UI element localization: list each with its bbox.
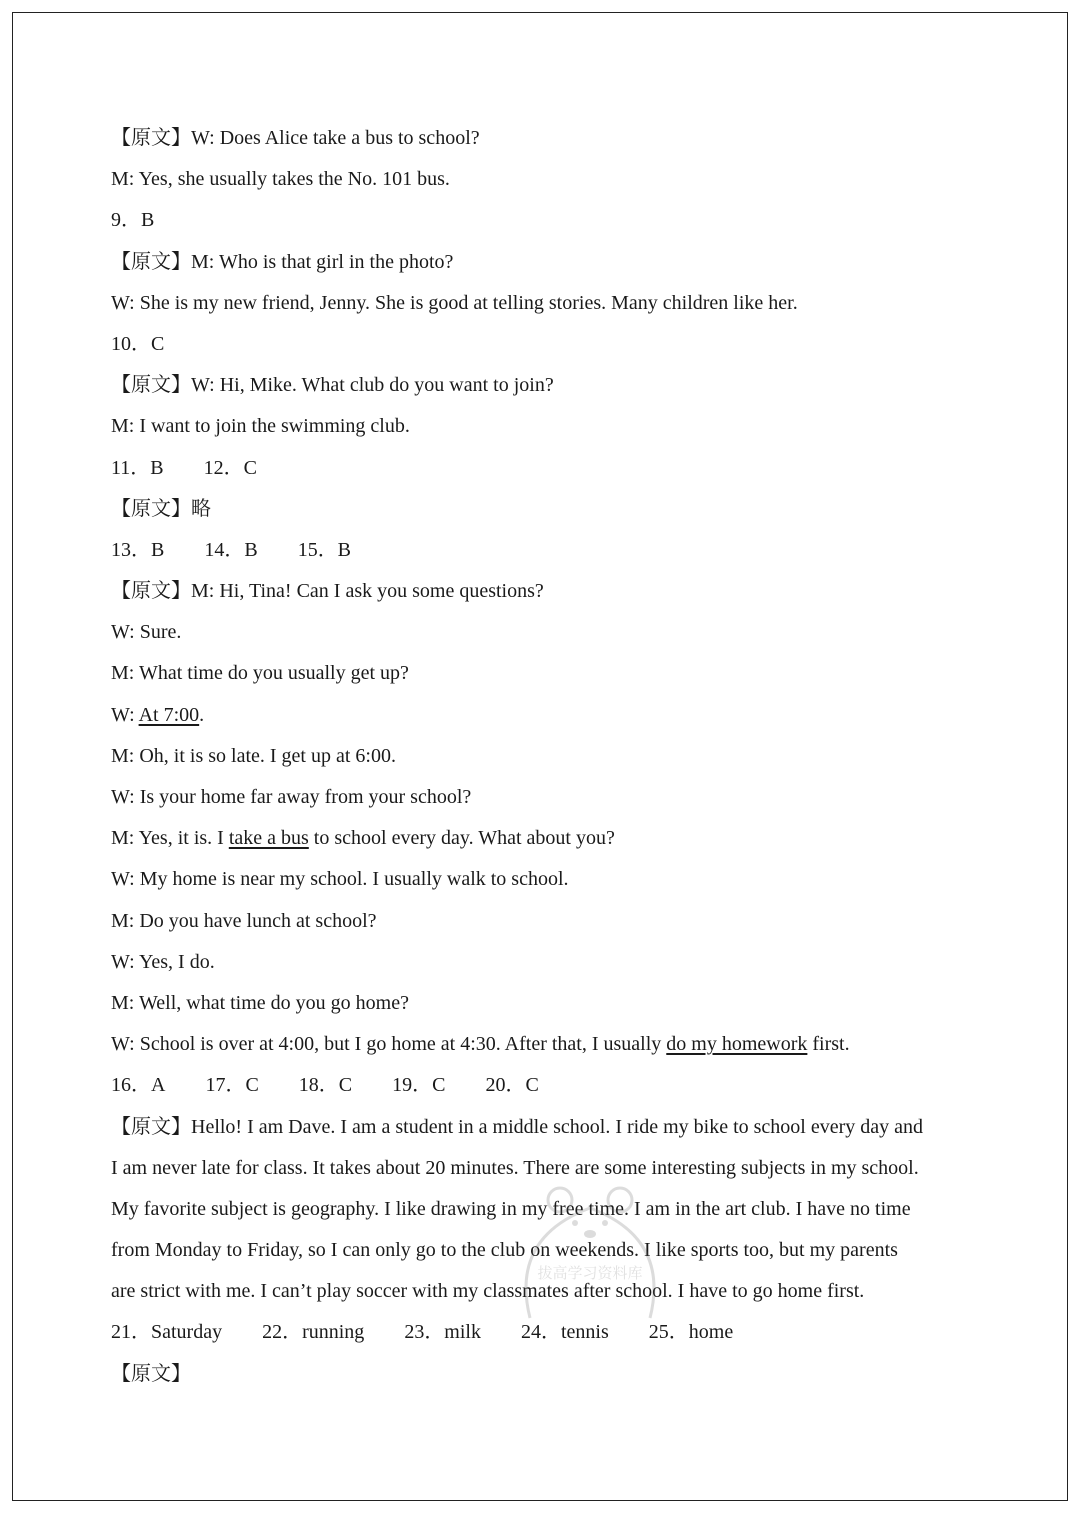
text-segment: W: School is over at 4:00, but I go home at 4:30. After that, I usually — [111, 1033, 667, 1056]
text-segment: M: Yes, it is. I — [111, 827, 229, 850]
text-segment: to school every day. What about you? — [308, 827, 615, 850]
answer-item: 14．B — [204, 538, 258, 561]
text-line: W: Is your home far away from your school? — [111, 786, 472, 808]
document-body — [111, 118, 981, 1395]
text-line: 【原文】Hello! I am Dave. I am a student in a middle school. I ride my bike to school every day and — [111, 1115, 924, 1138]
text-line — [111, 818, 981, 859]
answer-item: 13．B — [111, 538, 165, 561]
text-line: M: Do you have lunch at school? — [111, 909, 377, 932]
answer-item: 22．running — [262, 1321, 365, 1344]
text-line: 【原文】M: Hi, Tina! Can I ask you some questions? — [111, 580, 544, 603]
answer-item: 21．Saturday — [111, 1321, 223, 1344]
text-line: 【原文】W: Does Alice take a bus to school? — [111, 127, 480, 149]
answer-line — [111, 530, 981, 571]
text-line: 【原文】略 — [111, 497, 211, 520]
text-line: W: She is my new friend, Jenny. She is good at telling stories. Many children like her. — [111, 291, 798, 314]
answer-item: 17．C — [205, 1074, 259, 1097]
text-line: W: My home is near my school. I usually walk to school. — [111, 868, 569, 891]
text-line: M: What time do you usually get up? — [111, 662, 409, 685]
text-line: from Monday to Friday, so I can only go to the club on weekends. I like sports too, but my parents — [111, 1239, 898, 1262]
text-segment: . — [199, 703, 205, 726]
text-line: 【原文】W: Hi, Mike. What club do you want to join? — [111, 374, 554, 397]
answer-line — [111, 1065, 981, 1106]
answer-line: 9．B — [111, 209, 155, 232]
answer-item: 12．C — [203, 456, 257, 479]
text-line: M: Oh, it is so late. I get up at 6:00. — [111, 744, 396, 767]
text-line: M: Yes, she usually takes the No. 101 bus. — [111, 168, 450, 191]
answer-item: 16．A — [111, 1074, 166, 1097]
text-line: M: Well, what time do you go home? — [111, 991, 409, 1014]
text-line — [111, 695, 981, 736]
text-line: W: Yes, I do. — [111, 950, 215, 973]
answer-line — [111, 1312, 981, 1353]
text-line: M: I want to join the swimming club. — [111, 415, 410, 438]
text-line — [111, 1024, 981, 1065]
answer-line — [111, 448, 981, 489]
answer-item: 18．C — [298, 1074, 353, 1097]
answer-item: 23．milk — [404, 1321, 481, 1344]
text-line: My favorite subject is geography. I like drawing in my free time. I am in the art club. I have no time — [111, 1197, 911, 1220]
underlined-answer: take a bus — [228, 827, 309, 850]
underlined-answer: At 7:00 — [138, 703, 200, 726]
answer-item: 19．C — [392, 1074, 446, 1097]
text-line: 【原文】M: Who is that girl in the photo? — [111, 250, 454, 273]
text-line: are strict with me. I can’t play soccer with my classmates after school. I have to go home first. — [111, 1280, 865, 1303]
answer-item: 24．tennis — [520, 1321, 609, 1344]
underlined-answer: do my homework — [666, 1033, 808, 1056]
answer-item: 15．B — [297, 538, 352, 561]
text-line: I am never late for class. It takes about 20 minutes. There are some interesting subjects in my school. — [111, 1156, 919, 1179]
text-segment: first. — [807, 1033, 850, 1056]
watermark-text: 拔高学习资料库 — [537, 1264, 643, 1282]
answer-line: 10．C — [111, 332, 165, 355]
answer-item: 25．home — [648, 1321, 734, 1344]
answer-item: 11．B — [111, 456, 164, 479]
answer-item: 20．C — [485, 1074, 539, 1097]
text-segment: W: — [111, 703, 139, 726]
text-line: 【原文】 — [111, 1362, 191, 1385]
text-line: W: Sure. — [111, 621, 182, 644]
